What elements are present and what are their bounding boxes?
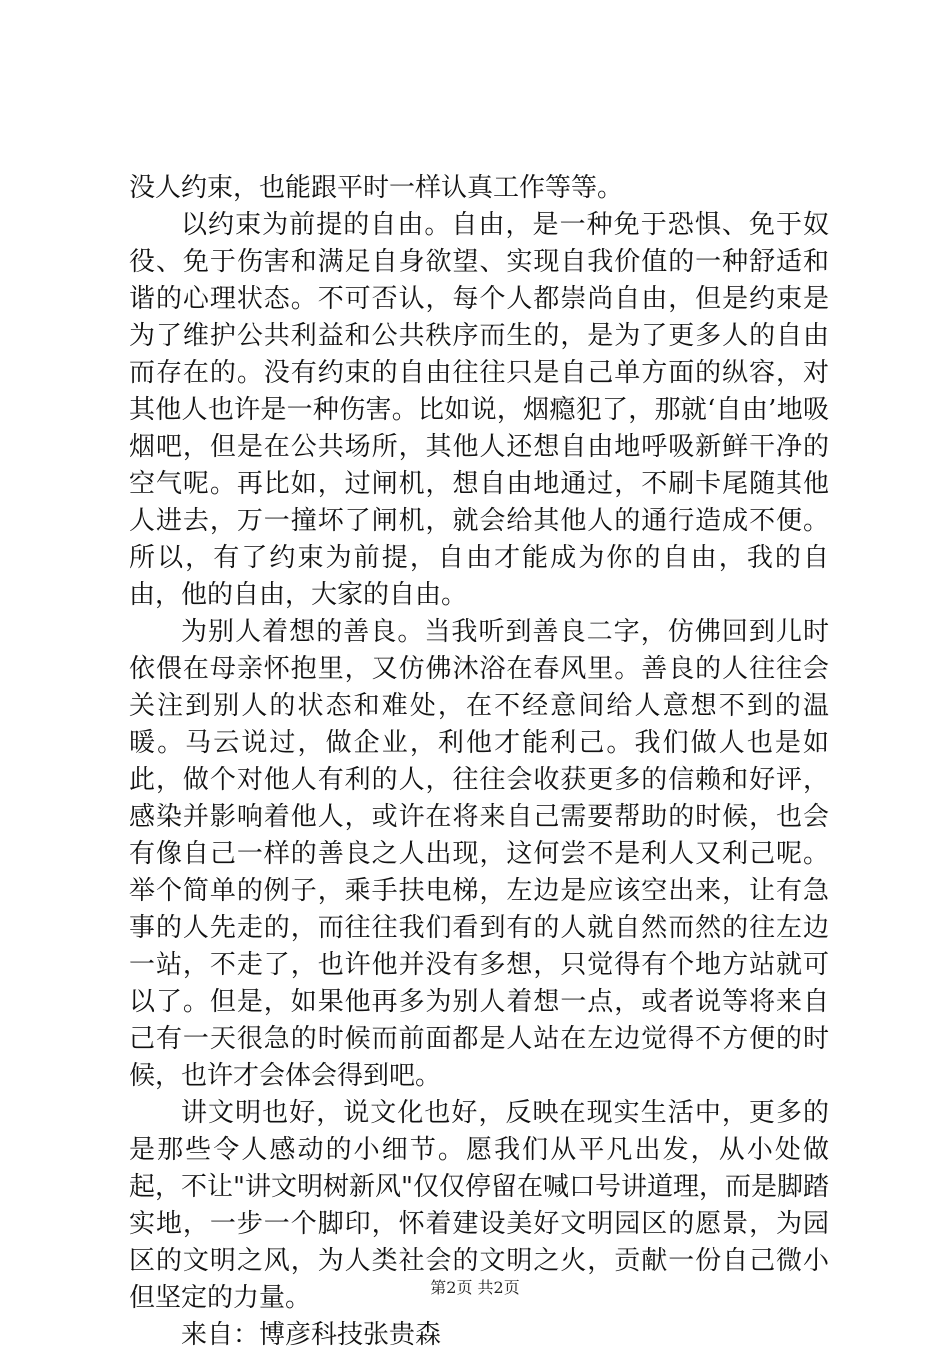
- document-body: [129, 170, 829, 1354]
- paragraph-kindness: 为别人着想的善良。当我听到善良二字，仿佛回到儿时依偎在母亲怀抱里，又仿佛沐浴在春风里。善良的人往往会关注到别人的状态和难处，在不经意间给人意想不到的温暖。马云说过，做企业，利他才能利己。我们做人也是如此，做个对他人有利的人，往往会收获更多的信赖和好评，感染并影响着他人，或许在将来自己需要帮助的时候，也会有像自己一样的善良之人出现，这何尝不是利人又利己呢。举个简单的例子，乘手扶电梯，左边是应该空出来，让有急事的人先走的，而往往我们看到有的人就自然而然的往左边一站，不走了，也许他并没有多想，只觉得有个地方站就可以了。但是，如果他再多为别人着想一点，或者说等将来自己有一天很急的时候而前面都是人站在左边觉得不方便的时候，也许才会体会得到吧。: [129, 617, 829, 1091]
- author-line: 来自：博彦科技张贵森: [181, 1320, 442, 1350]
- page-number-footer: 第2页 共2页: [430, 1278, 520, 1297]
- paragraph-freedom: 以约束为前提的自由。自由，是一种免于恐惧、免于奴役、免于伤害和满足自身欲望、实现自我价值的一种舒适和谐的心理状态。不可否认，每个人都崇尚自由，但是约束是为了维护公共利益和公共秩序而生的，是为了更多人的自由而存在的。没有约束的自由往往只是自己单方面的纵容，对其他人也许是一种伤害。比如说，烟瘾犯了，那就‘自由’地吸烟吧，但是在公共场所，其他人还想自由地呼吸新鲜干净的空气呢。再比如，过闸机，想自由地通过，不刷卡尾随其他人进去，万一撞坏了闸机，就会给其他人的通行造成不便。所以，有了约束为前提，自由才能成为你的自由，我的自由，他的自由，大家的自由。: [129, 210, 829, 610]
- paragraph-continuation: 没人约束，也能跟平时一样认真工作等等。: [129, 173, 624, 203]
- paragraph-conclusion: 讲文明也好，说文化也好，反映在现实生活中，更多的是那些令人感动的小细节。愿我们从平凡出发，从小处做起，不让"讲文明树新风"仅仅停留在喊口号讲道理，而是脚踏实地，一步一个脚印，怀着建设美好文明园区的愿景，为园区的文明之风，为人类社会的文明之火，贡献一份自己微小但坚定的力量。: [129, 1098, 829, 1313]
